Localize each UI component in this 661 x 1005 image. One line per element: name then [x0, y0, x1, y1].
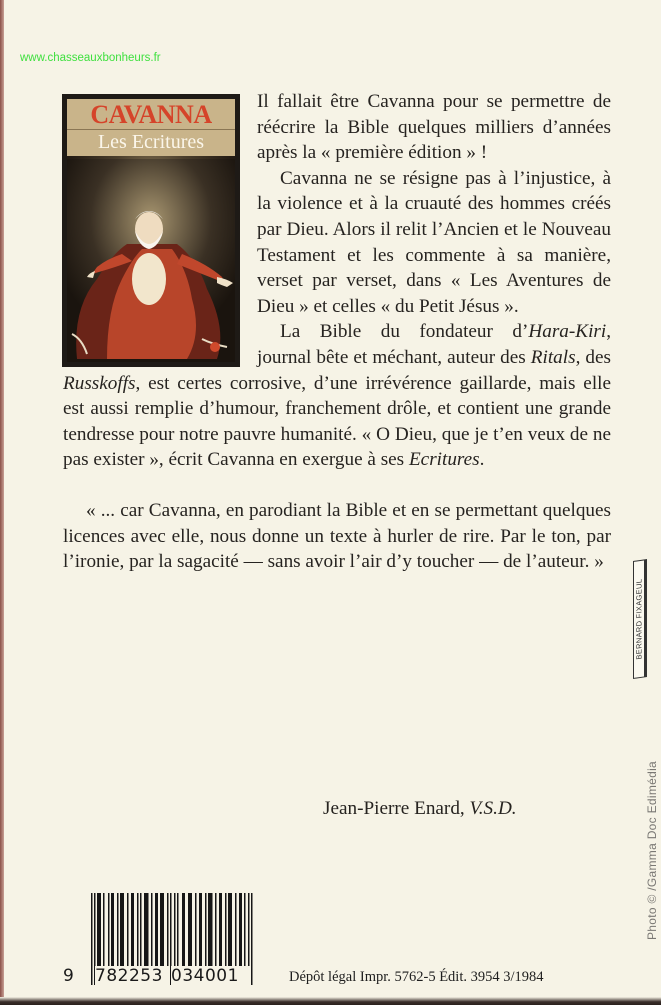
- review-attribution: [323, 798, 517, 820]
- legal-deposit-text: Dépôt légal Impr. 5762-5 Édit. 3954 3/1984: [289, 969, 544, 985]
- barcode-digits-left: 782253: [95, 966, 169, 986]
- review-author: Jean-Pierre Enard,: [323, 798, 465, 819]
- cover-float-spacer: [63, 89, 257, 365]
- text-run: , journal bête et méchant, auteur des: [257, 321, 611, 368]
- review-source: V.S.D.: [469, 798, 517, 819]
- page-bottom-edge: [0, 997, 661, 1005]
- blurb-paragraph-2: Cavanna ne se résigne pas à l’injustice, à la violence et à la cruauté des hommes créés par Dieu. Alors il relit l’Ancien et le Nouveau Testament et les commente à sa manière, verset par verset, dans « Les Aventures de Dieu » et celles « du Petit Jésus ».: [257, 167, 611, 317]
- text-run: La Bible du fondateur d’: [280, 321, 529, 343]
- page-left-edge: [0, 0, 4, 1005]
- review-quote: « ... car Cavanna, en parodiant la Bible et en se permettant quelques licences avec elle, nous donne un texte à hurler de rire. Par le ton, par l’ironie, par la sagacité — sans avoir l’air d’y toucher — de l’auteur. »: [63, 499, 611, 573]
- barcode-digits-right: 034001: [171, 966, 251, 986]
- watermark-url[interactable]: www.chasseauxbonheurs.fr: [20, 52, 161, 64]
- blurb-text: [63, 89, 611, 575]
- barcode-digit-first: 9: [63, 966, 74, 986]
- text-run: .: [479, 449, 485, 471]
- italic-title-russkoffs: Russkoffs: [63, 372, 136, 394]
- publisher-badge: [633, 559, 647, 679]
- publisher-badge-text: BERNARD FIXAGEUL: [634, 578, 644, 661]
- italic-title-ritals: Ritals: [530, 346, 576, 368]
- italic-title-ecritures: Ecritures: [408, 449, 480, 471]
- photo-credit: Photo © /Gamma Doc Edimédia: [645, 760, 659, 940]
- text-run: , des: [575, 346, 612, 368]
- cover-author: CAVANNA: [90, 100, 212, 129]
- cover-title: Les Ecritures: [97, 131, 205, 153]
- italic-title-hara-kiri: Hara-Kiri: [528, 321, 607, 343]
- blurb-paragraph-1: Il fallait être Cavanna pour se permettre de réécrire la Bible quelques milliers d’années après la « première édition » !: [257, 91, 611, 164]
- text-run: , est certes corrosive, d’une irrévérence gaillarde, mais elle est aussi remplie d’humour, franchement drôle, et contient une grande tendresse pour notre pauvre humanité. « O Dieu, que je t’en veux de ne pas exister », écrit Cavanna en exergue à ses: [63, 372, 611, 471]
